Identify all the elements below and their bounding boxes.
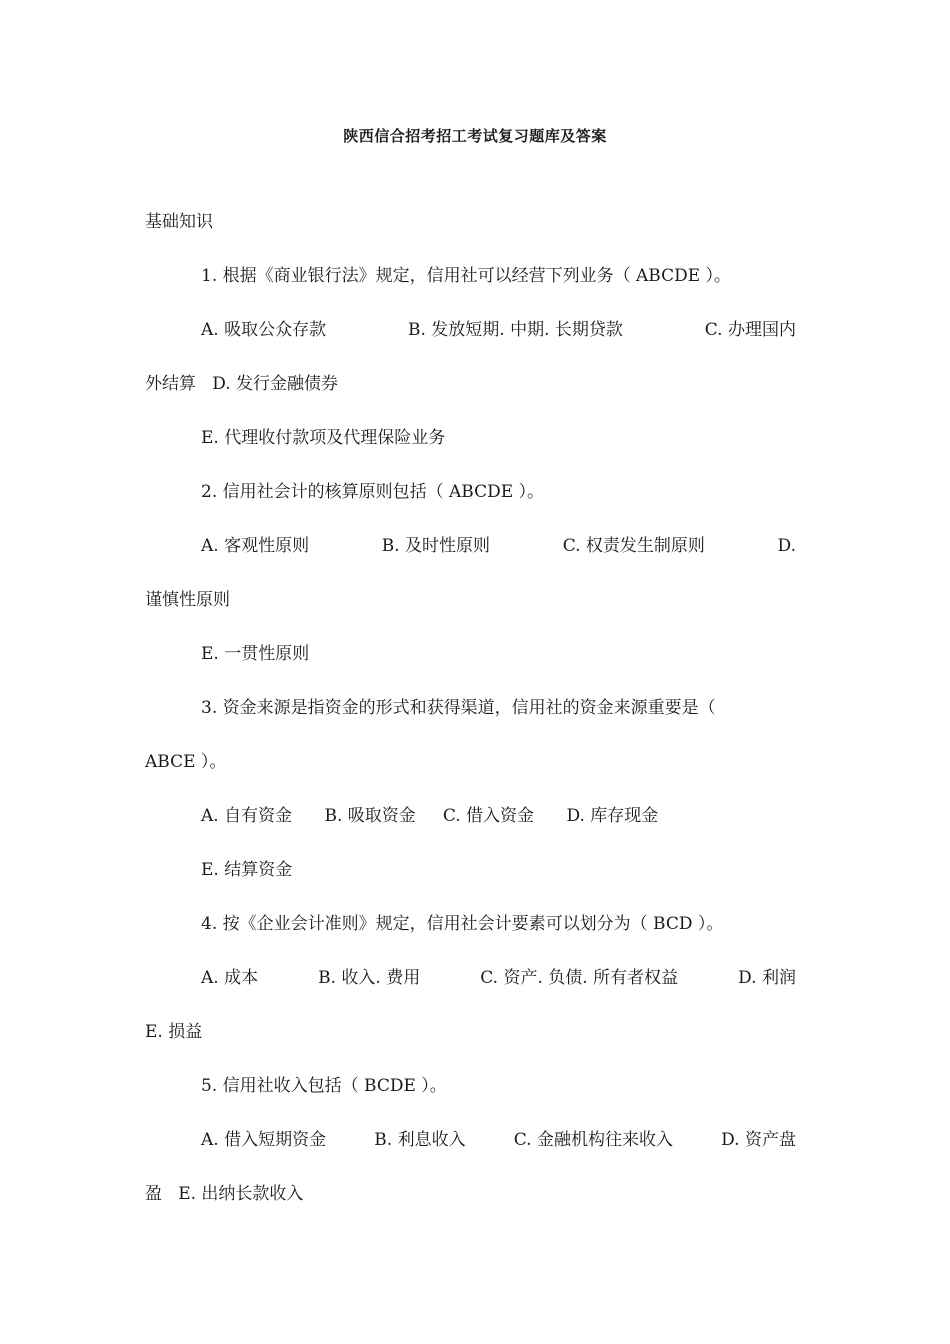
section-heading: 基础知识	[145, 212, 213, 232]
question-2-option-d: D.	[777, 536, 796, 556]
question-4-stem: 4. 按《企业会计准则》规定，信用社会计要素可以划分为（ BCD ）。	[201, 914, 724, 934]
question-4-option-d: D. 利润	[738, 968, 796, 988]
question-1-continuation: 外结算 D. 发行金融债券	[145, 374, 339, 394]
question-2-option-a: A. 客观性原则	[201, 536, 310, 556]
question-3-options: A. 自有资金 B. 吸取资金 C. 借入资金 D. 库存现金	[201, 806, 659, 826]
question-4-continuation: E. 损益	[145, 1022, 203, 1042]
question-5-option-b: B. 利息收入	[374, 1130, 466, 1150]
question-5-option-d: D. 资产盘	[721, 1130, 796, 1150]
question-5-option-a: A. 借入短期资金	[201, 1130, 327, 1150]
question-5-options	[201, 1129, 796, 1151]
question-1-option-a: A. 吸取公众存款	[201, 320, 327, 340]
question-2-option-c: C. 权责发生制原则	[562, 536, 705, 556]
question-1-option-c: C. 办理国内	[704, 320, 796, 340]
question-1-stem: 1. 根据《商业银行法》规定，信用社可以经营下列业务（ ABCDE ）。	[201, 266, 732, 286]
question-4-option-a: A. 成本	[201, 968, 259, 988]
question-4-options	[201, 967, 796, 989]
question-3-continuation: ABCE ）。	[145, 752, 227, 772]
question-2-options	[201, 535, 796, 557]
question-5-option-c: C. 金融机构往来收入	[513, 1130, 673, 1150]
question-2-continuation: 谨慎性原则	[145, 590, 230, 610]
question-3-stem: 3. 资金来源是指资金的形式和获得渠道，信用社的资金来源重要是（	[201, 698, 716, 718]
question-4-option-c: C. 资产. 负债. 所有者权益	[480, 968, 679, 988]
question-3-option-e: E. 结算资金	[201, 860, 293, 880]
page-title: 陕西信合招考招工考试复习题库及答案	[343, 127, 607, 145]
question-2-option-b: B. 及时性原则	[381, 536, 491, 556]
question-4-option-b: B. 收入. 费用	[318, 968, 421, 988]
question-2-option-e: E. 一贯性原则	[201, 644, 310, 664]
question-1-option-e: E. 代理收付款项及代理保险业务	[201, 428, 446, 448]
question-2-stem: 2. 信用社会计的核算原则包括（ ABCDE ）。	[201, 482, 545, 502]
question-1-option-b: B. 发放短期. 中期. 长期贷款	[407, 320, 623, 340]
question-1-options	[201, 319, 796, 341]
question-5-continuation: 盈 E. 出纳长款收入	[145, 1184, 304, 1204]
question-5-stem: 5. 信用社收入包括（ BCDE ）。	[201, 1076, 447, 1096]
